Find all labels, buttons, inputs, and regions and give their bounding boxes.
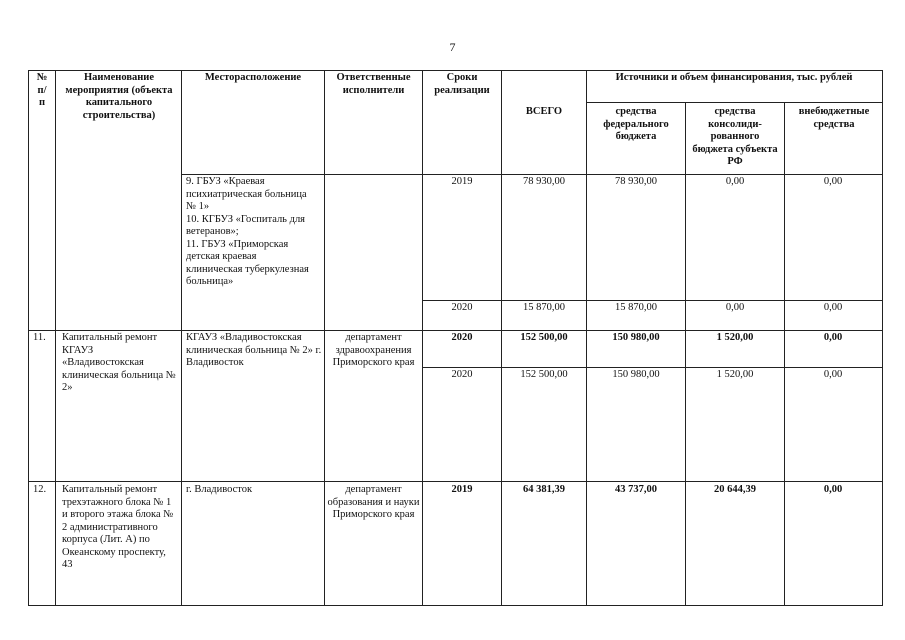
header-responsible: Ответственные исполнители — [336, 72, 411, 96]
r11-2020-regional: 1 520,00 — [716, 369, 754, 380]
col-border — [55, 70, 56, 606]
r11-name: Капитальный ремонт КГАУЗ «Владивостокская клиническая больница № 2» — [62, 332, 176, 393]
r12-location: г. Владивосток — [186, 484, 253, 495]
table-border-bottom — [28, 605, 882, 606]
cont-2019-extra: 0,00 — [823, 176, 843, 187]
header-name: Наименование мероприятия (объекта капитального строительства) — [65, 72, 173, 121]
header-extra: внебюджетные средства — [798, 106, 870, 130]
col-border — [422, 70, 423, 606]
r11-responsible: департамент здравоохранения Приморского края — [332, 332, 415, 368]
table-border-top — [28, 70, 882, 71]
r12-sum-regional: 20 644,39 — [714, 484, 756, 495]
header-federal: средства федерального бюджета — [603, 106, 669, 142]
cont-2019-year: 2019 — [451, 176, 473, 187]
cont-2019-total: 78 930,00 — [523, 176, 565, 187]
r11-2020-extra: 0,00 — [823, 369, 843, 380]
r12-responsible: департамент образования и науки Приморского края — [327, 484, 420, 520]
r12-name: Капитальный ремонт трехэтажного блока № 1 и второго этажа блока № 2 административного корпуса (Лит. А) по Океанскому проспекту, 43 — [62, 484, 174, 570]
header-total: ВСЕГО — [525, 106, 563, 117]
r12-sum-extra: 0,00 — [823, 484, 843, 495]
r11-sum-total: 152 500,00 — [520, 332, 568, 343]
cont-location: 9. ГБУЗ «Краевая психиатрическая больница № 1» 10. КГБУЗ «Госпиталь для ветеранов»; 11. ГБУЗ «Приморская детская краевая клиническая туберкулезная больница» — [186, 176, 309, 287]
cont-2020-total: 15 870,00 — [523, 302, 565, 313]
r12-sum-year: 2019 — [451, 484, 473, 495]
col-border — [685, 102, 686, 606]
header-terms: Сроки реализации — [434, 72, 490, 96]
col-border — [181, 70, 182, 606]
cont-2019-regional: 0,00 — [725, 176, 745, 187]
row-divider — [422, 300, 882, 301]
r11-sum-extra: 0,00 — [823, 332, 843, 343]
r11-2020-year: 2020 — [451, 369, 473, 380]
header-bottom-line — [181, 174, 882, 175]
header-location: Месторасположение — [204, 72, 302, 83]
col-border — [324, 70, 325, 606]
r12-sum-total: 64 381,39 — [523, 484, 565, 495]
row-divider — [28, 330, 882, 331]
row-divider — [28, 481, 882, 482]
r11-sum-year: 2020 — [451, 332, 473, 343]
col-border — [784, 102, 785, 606]
r11-sum-regional: 1 520,00 — [716, 332, 754, 343]
header-num: № п/ п — [36, 72, 48, 108]
col-border — [501, 70, 502, 606]
page-number: 7 — [449, 40, 456, 54]
cont-2020-regional: 0,00 — [725, 302, 745, 313]
header-sources-title: Источники и объем финансирования, тыс. рублей — [615, 72, 853, 83]
r11-2020-total: 152 500,00 — [520, 369, 568, 380]
col-border — [882, 70, 883, 606]
col-border — [28, 70, 29, 606]
r12-sum-federal: 43 737,00 — [615, 484, 657, 495]
header-split-line — [586, 102, 882, 103]
r11-sum-federal: 150 980,00 — [612, 332, 660, 343]
cont-2020-year: 2020 — [451, 302, 473, 313]
row-divider — [422, 367, 882, 368]
col-border — [586, 70, 587, 606]
cont-2020-federal: 15 870,00 — [615, 302, 657, 313]
r11-location: КГАУЗ «Владивостокская клиническая больница № 2» г. Владивосток — [186, 332, 322, 368]
r12-num: 12. — [33, 484, 47, 495]
r11-2020-federal: 150 980,00 — [612, 369, 660, 380]
cont-2019-federal: 78 930,00 — [615, 176, 657, 187]
header-regional: средства консолиди-рованного бюджета субъекта РФ — [692, 106, 778, 167]
r11-num: 11. — [33, 332, 46, 343]
cont-2020-extra: 0,00 — [823, 302, 843, 313]
